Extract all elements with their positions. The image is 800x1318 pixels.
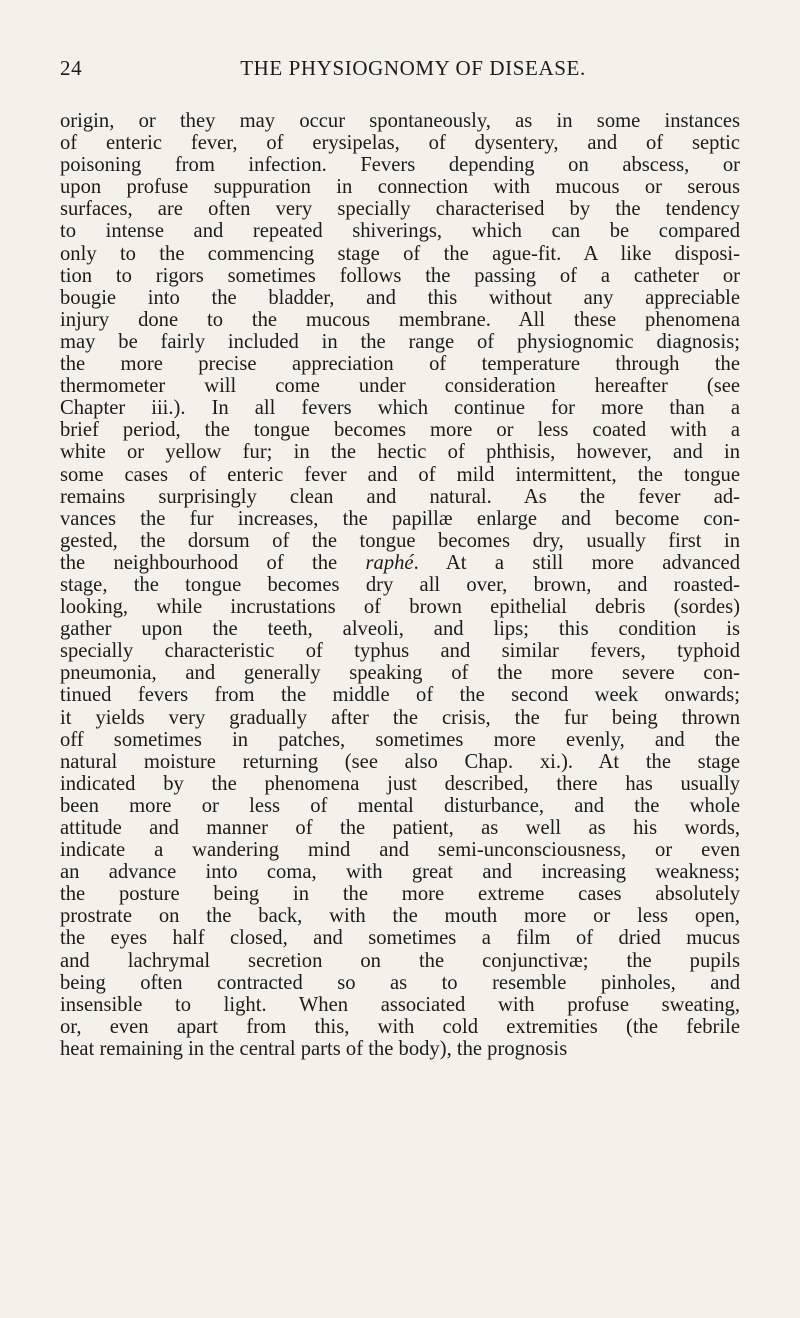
text-line: being often contracted so as to resemble pinholes, and	[60, 971, 740, 994]
text-line: or, even apart from this, with cold extremities (the febrile	[60, 1015, 740, 1038]
text-line: upon profuse suppuration in connection with mucous or serous	[60, 176, 740, 199]
text-line: stage, the tongue becomes dry all over, brown, and roasted-	[60, 573, 740, 596]
text-line: natural moisture returning (see also Chap. xi.). At the stage	[60, 750, 740, 773]
text-line: attitude and manner of the patient, as well as his words,	[60, 817, 740, 839]
italic-term: raphé	[365, 551, 414, 574]
text-line: Chapter iii.). In all fevers which continue for more than a	[60, 397, 740, 420]
text-line: tion to rigors sometimes follows the passing of a catheter or	[60, 264, 740, 287]
text-line: heat remaining in the central parts of the body), the prognosis	[60, 1037, 568, 1060]
text-line: specially characteristic of typhus and similar fevers, typhoid	[60, 640, 740, 663]
text-line: poisoning from infection. Fevers depending on abscess, or	[60, 154, 740, 177]
text-line: it yields very gradually after the crisis, the fur being thrown	[60, 706, 740, 729]
text-line: looking, while incrustations of brown epithelial debris (sordes)	[60, 596, 740, 619]
text-line: vances the fur increases, the papillæ enlarge and become con-	[60, 507, 740, 530]
text-line: indicate a wandering mind and semi-unconsciousness, or even	[60, 839, 740, 862]
text-line: the eyes half closed, and sometimes a film of dried mucus	[60, 927, 740, 950]
text-segment: the neighbourhood of the	[60, 551, 338, 574]
running-head	[60, 56, 740, 86]
text-line: bougie into the bladder, and this without any appreciable	[60, 286, 740, 309]
text-line: an advance into coma, with great and increasing weakness;	[60, 861, 740, 884]
text-line: may be fairly included in the range of physiognomic diagnosis;	[60, 330, 740, 353]
text-line: to intense and repeated shiverings, which can be compared	[60, 220, 740, 243]
text-line: off sometimes in patches, sometimes more evenly, and the	[60, 728, 740, 751]
text-line: tinued fevers from the middle of the second week onwards;	[60, 684, 740, 707]
running-head-title: THE PHYSIOGNOMY OF DISEASE.	[240, 56, 586, 80]
text-line: injury done to the mucous membrane. All these phenomena	[60, 308, 740, 331]
text-line: thermometer will come under consideration hereafter (see	[60, 375, 740, 398]
text-line: prostrate on the back, with the mouth more or less open,	[60, 905, 740, 928]
text-line: insensible to light. When associated with profuse sweating,	[60, 993, 740, 1016]
text-line: remains surprisingly clean and natural. As the fever ad-	[60, 485, 740, 508]
text-line: gather upon the teeth, alveoli, and lips; this condition is	[60, 618, 740, 641]
text-line: surfaces, are often very specially characterised by the tendency	[60, 198, 740, 221]
text-line: origin, or they may occur spontaneously, as in some instances	[60, 110, 740, 132]
text-line-with-italic	[60, 552, 740, 574]
text-line: white or yellow fur; in the hectic of phthisis, however, and in	[60, 441, 740, 464]
text-line: only to the commencing stage of the ague-fit. A like disposi-	[60, 242, 740, 265]
text-segment: . At a still more advanced	[413, 551, 740, 574]
page-number: 24	[60, 56, 83, 80]
text-line: the more precise appreciation of temperature through the	[60, 353, 740, 376]
text-line: indicated by the phenomena just described, there has usually	[60, 772, 740, 795]
text-line: pneumonia, and generally speaking of the more severe con-	[60, 662, 740, 685]
text-line: and lachrymal secretion on the conjunctivæ; the pupils	[60, 949, 740, 972]
text-line: the posture being in the more extreme cases absolutely	[60, 883, 740, 906]
text-line: some cases of enteric fever and of mild intermittent, the tongue	[60, 463, 740, 486]
body-paragraph	[60, 110, 740, 1060]
text-line: of enteric fever, of erysipelas, of dysentery, and of septic	[60, 132, 740, 155]
text-line: gested, the dorsum of the tongue becomes dry, usually first in	[60, 529, 740, 552]
text-line: brief period, the tongue becomes more or less coated with a	[60, 419, 740, 442]
text-line: been more or less of mental disturbance, and the whole	[60, 794, 740, 817]
